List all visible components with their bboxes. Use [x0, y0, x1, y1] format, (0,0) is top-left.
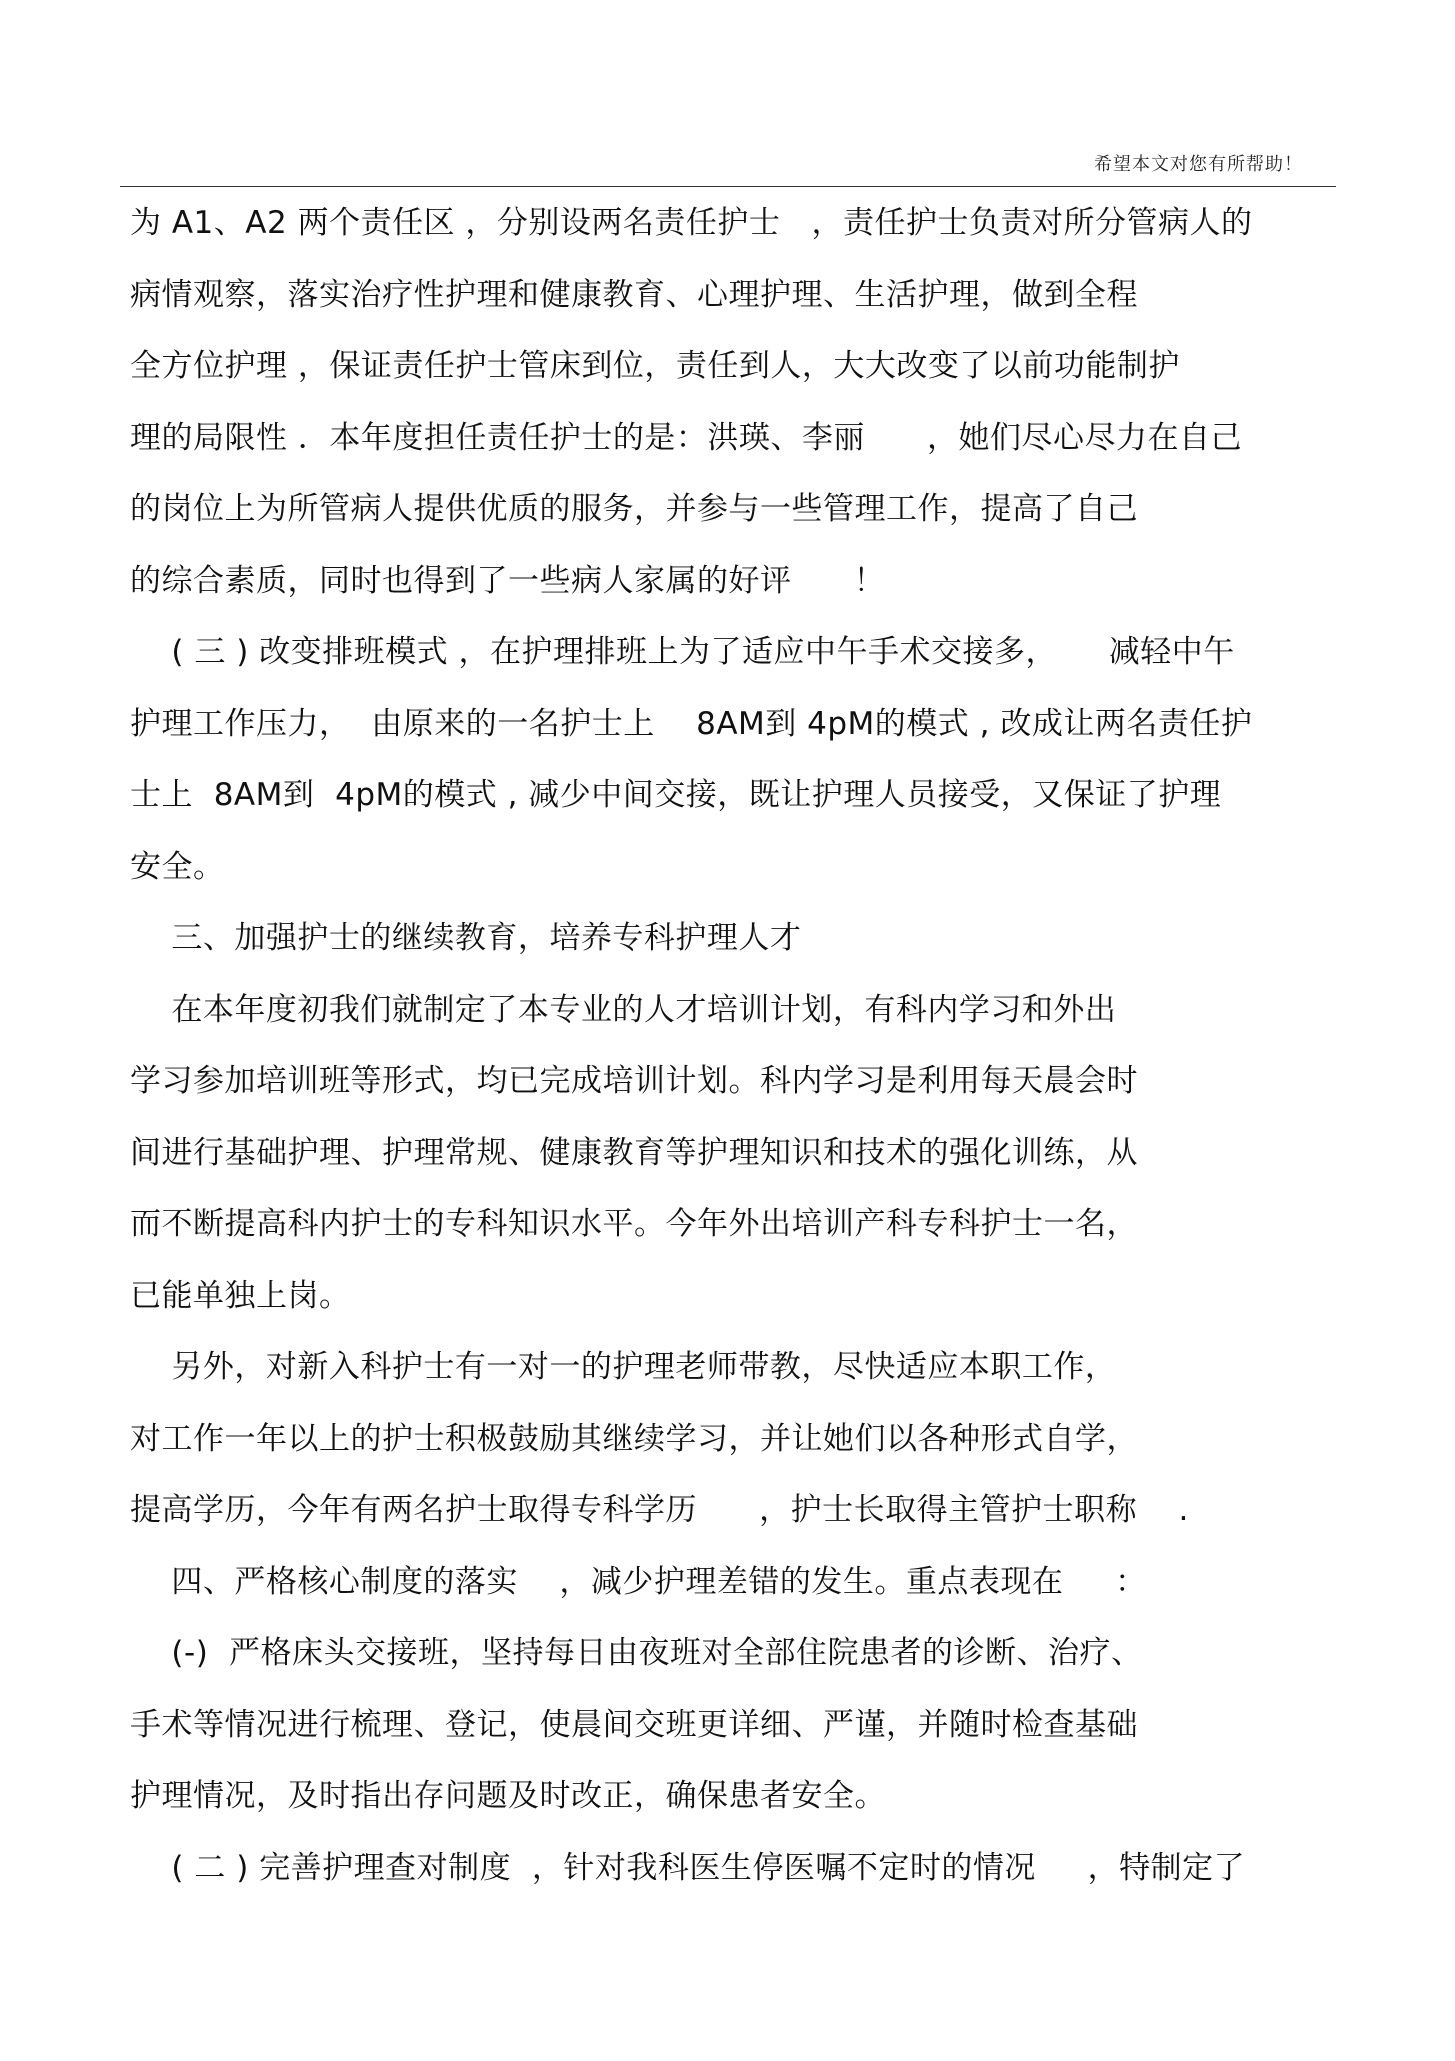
text-line: 护理工作压力， 由原来的一名护士上 8AM到 4pM的模式 , 改成让两名责任护 — [130, 705, 1253, 742]
text-line: 而不断提高科内护士的专科知识水平。今年外出培训产科专科护士一名， — [130, 1206, 1138, 1242]
document-body — [130, 188, 1340, 1904]
text-line: 另外，对新入科护士有一对一的护理老师带教，尽快适应本职工作， — [130, 1349, 1117, 1385]
text-line: 安全。 — [130, 848, 225, 885]
text-line: 护理情况，及时指出存问题及时改正，确保患者安全。 — [130, 1778, 886, 1814]
text-line: 病情观察，落实治疗性护理和健康教育、心理护理、生活护理，做到全程 — [130, 276, 1138, 313]
text-line: ( 三 ) 改变排班模式 ，在护理排班上为了适应中午手术交接多， 减轻中午 — [130, 634, 1235, 670]
text-line: 全方位护理 ，保证责任护士管床到位，责任到人，大大改变了以前功能制护 — [130, 348, 1180, 384]
section-heading: 三、加强护士的继续教育，培养专科护理人才 — [130, 920, 802, 956]
text-line: ( 二 ) 完善护理查对制度 ，针对我科医生停医嘱不定时的情况 ，特制定了 — [130, 1849, 1246, 1886]
text-line: 士上 8AM到 4pM的模式 , 减少中间交接，既让护理人员接受，又保证了护理 — [130, 777, 1222, 813]
text-line: 提高学历，今年有两名护士取得专科学历 ，护士长取得主管护士职称 . — [130, 1492, 1189, 1528]
text-line: (-) 严格床头交接班，坚持每日由夜班对全部住院患者的诊断、治疗、 — [130, 1635, 1143, 1671]
page-header-note: 希望本文对您有所帮助！ — [1094, 154, 1303, 175]
text-line: 理的局限性 ．本年度担任责任护士的是：洪瑛、李丽 ，她们尽心尽力在自己 — [130, 419, 1242, 456]
text-line: 的综合素质，同时也得到了一些病人家属的好评 ！ — [130, 562, 886, 599]
text-line: 的岗位上为所管病人提供优质的服务，并参与一些管理工作，提高了自己 — [130, 491, 1138, 527]
text-line: 手术等情况进行梳理、登记，使晨间交班更详细、严谨，并随时检查基础 — [130, 1706, 1138, 1743]
text-line: 已能单独上岗。 — [130, 1277, 351, 1314]
section-heading: 四、严格核心制度的落实 ，减少护理差错的发生。重点表现在 ： — [130, 1563, 1147, 1600]
text-line: 学习参加培训班等形式，均已完成培训计划。科内学习是利用每天晨会时 — [130, 1063, 1138, 1099]
text-line: 对工作一年以上的护士积极鼓励其继续学习，并让她们以各种形式自学， — [130, 1420, 1138, 1457]
text-line: 在本年度初我们就制定了本专业的人才培训计划，有科内学习和外出 — [130, 991, 1117, 1028]
text-line: 间进行基础护理、护理常规、健康教育等护理知识和技术的强化训练，从 — [130, 1134, 1138, 1171]
text-line: 为 A1、A2 两个责任区 ，分别设两名责任护士 ，责任护士负责对所分管病人的 — [130, 205, 1253, 241]
header-divider — [120, 186, 1336, 187]
